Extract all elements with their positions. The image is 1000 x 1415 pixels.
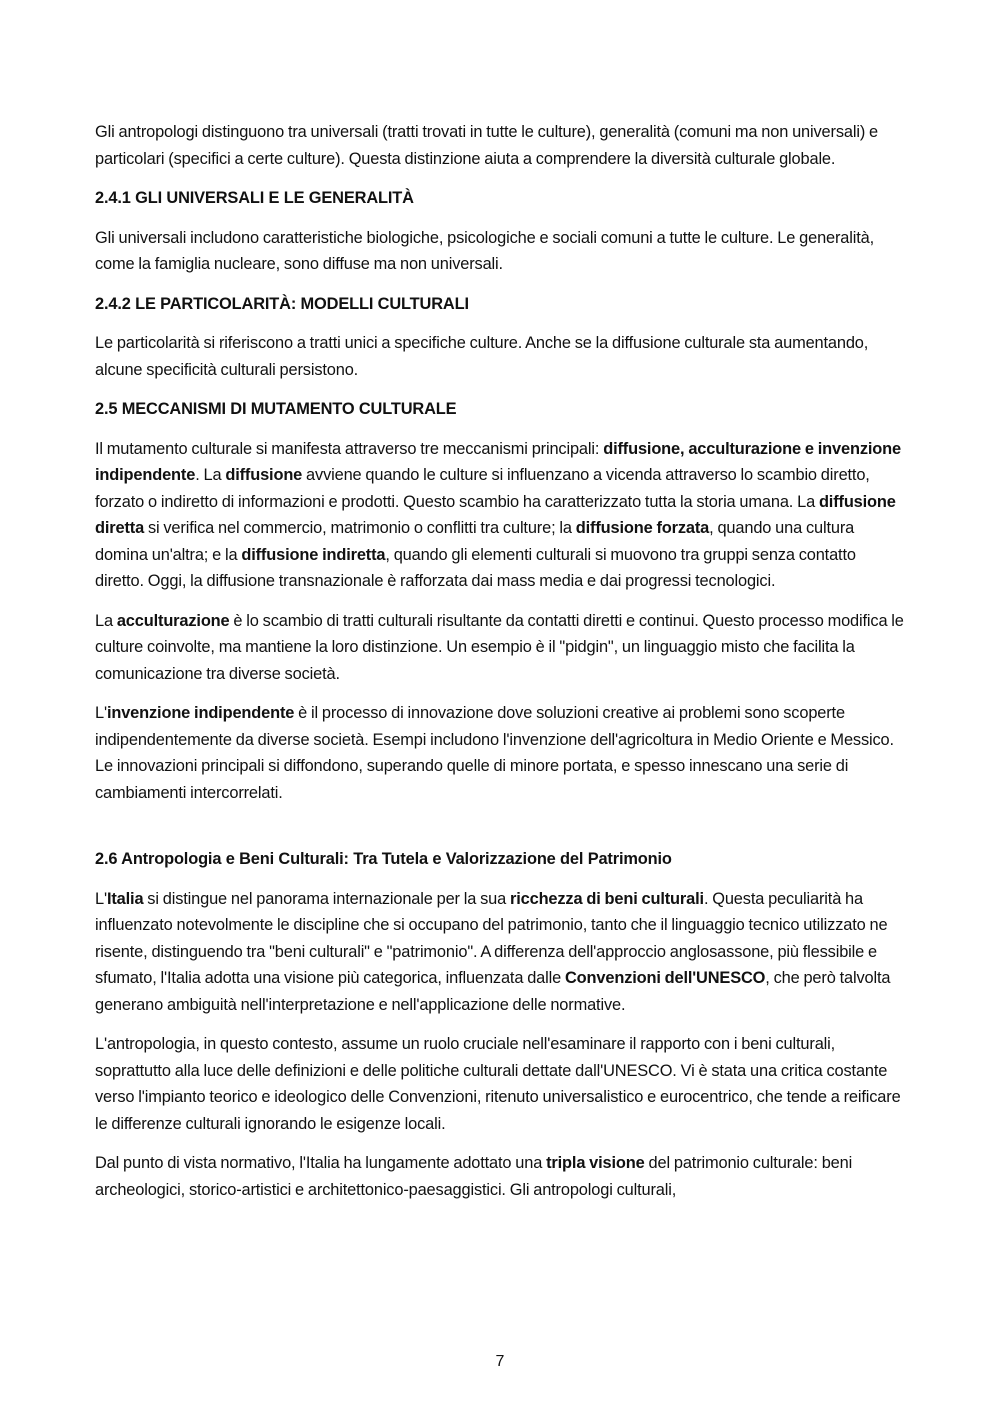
text-run: , che però talvolta generano ambiguità nell'interpretazione e nell'applicazione delle normative. [95,969,891,1014]
text-run: Le particolarità si riferiscono a tratti unici a specifiche culture. Anche se la diffusione culturale sta aumentando, alcune specificità culturali persistono. [95,334,869,379]
page-number: 7 [495,1353,505,1370]
bold-text: tripla visione [546,1154,645,1172]
block-spacer [95,1018,907,1031]
paragraph [95,330,907,383]
bold-text: diffusione forzata [575,519,710,537]
text-run: L' [95,704,107,722]
document-body [95,119,907,1203]
text-run: Gli universali includono caratteristiche biologiche, psicologiche e sociali comuni a tutte le culture. Le generalità, come la famiglia nucleare, sono diffuse ma non universali. [95,228,875,273]
paragraph [95,608,907,688]
block-spacer [95,1137,907,1150]
text-run: Dal punto di vista normativo, l'Italia ha lungamente adottato una [95,1154,547,1172]
block-spacer [95,873,907,886]
section-heading [95,396,907,423]
block-spacer [95,687,907,700]
text-run: si verifica nel commercio, matrimonio o conflitti tra culture; la [144,519,576,537]
block-spacer [95,212,907,225]
paragraph [95,436,907,595]
bold-text: diffusione [225,466,303,484]
bold-text: diffusione diretta [95,492,896,537]
block-spacer [95,806,907,846]
text-run: L'antropologia, in questo contesto, assume un ruolo cruciale nell'esaminare il rapporto con i beni culturali, soprattutto alla luce delle definizioni e delle politiche culturali dettate dall'UNESCO. Vi è stata una critica costante verso l'impianto teorico e ideologico delle Convenzioni, ritenuto universalistico e eurocentrico, che tende a reificare le differenze culturali ignorando le esigenze locali. [95,1035,901,1133]
paragraph [95,886,907,1019]
block-spacer [95,595,907,608]
text-run: Gli antropologi distinguono tra universali (tratti trovati in tutte le culture), generalità (comuni ma non universali) e particolari (specifici a certe culture). Questa distinzione aiuta a comprendere la diversità culturale globale. [95,123,879,168]
bold-text: invenzione indipendente [106,704,295,722]
text-run: 2.4.2 LE PARTICOLARITÀ: MODELLI CULTURALI [95,294,469,313]
text-run: Il mutamento culturale si manifesta attraverso tre meccanismi principali: [95,439,604,458]
block-spacer [95,172,907,185]
block-spacer [95,278,907,291]
section-heading [95,291,907,318]
text-run: 2.6 Antropologia e Beni Culturali: Tra Tutela e Valorizzazione del Patrimonio [95,850,672,868]
block-spacer [95,383,907,396]
bold-text: Convenzioni dell'UNESCO [564,969,766,987]
bold-text: diffusione, acculturazione e invenzione indipendente [95,439,901,484]
document-page [95,119,907,1203]
text-run: 2.4.1 GLI UNIVERSALI E LE GENERALITÀ [95,189,414,207]
text-run: . Questa peculiarità ha influenzato notevolmente le discipline che si occupano del patrimonio, tanto che il linguaggio tecnico utilizzato ne risente, distinguendo tra "beni culturali" e "patrimonio". A differenza dell'approccio anglosassone, più flessibile e sfumato, l'Italia adotta una visione più categorica, influenzata dalle [95,889,888,987]
bold-text: Italia [106,889,144,908]
bold-text: ricchezza di beni culturali [510,889,704,908]
block-spacer [95,317,907,330]
paragraph [95,1031,907,1137]
text-run: 2.5 MECCANISMI DI MUTAMENTO CULTURALE [95,400,457,418]
text-run: La [95,611,117,630]
text-run: , quando gli elementi culturali si muovono tra gruppi senza contatto diretto. Oggi, la diffusione transnazionale è rafforzata dai mass media e dai progressi tecnologici. [95,545,856,590]
paragraph [95,225,907,278]
text-run: L' [95,889,107,908]
section-heading [95,846,907,873]
text-run: è lo scambio di tratti culturali risultante da contatti diretti e continui. Questo processo modifica le culture coinvolte, ma mantiene la loro distinzione. Un esempio è il "pidgin", un linguaggio misto che facilita la comunicazione tra diverse società. [95,611,904,683]
text-run: è il processo di innovazione dove soluzioni creative ai problemi sono scoperte indipendentemente da diverse società. Esempi includono l'invenzione dell'agricoltura in Medio Oriente e Messico. Le innovazioni principali si diffondono, superando quelle di minore portata, e spesso innescano una serie di cambiamenti intercorrelati. [95,704,894,802]
bold-text: acculturazione [116,611,230,630]
paragraph [95,700,907,806]
text-run: si distingue nel panorama internazionale per la sua [143,889,510,908]
text-run: avviene quando le culture si influenzano a vicenda attraverso lo scambio diretto, forzato o indiretto di informazioni e prodotti. Questo scambio ha caratterizzato tutta la storia umana. La [95,466,870,511]
paragraph [95,1150,907,1203]
block-spacer [95,423,907,436]
bold-text: diffusione indiretta [241,545,386,564]
text-run: del patrimonio culturale: beni archeologici, storico-artistici e architettonico-paesaggistici. Gli antropologi culturali, [95,1154,853,1199]
text-run: . La [195,466,226,484]
text-run: , quando una cultura domina un'altra; e la [95,519,855,564]
section-heading [95,185,907,212]
paragraph [95,119,907,172]
